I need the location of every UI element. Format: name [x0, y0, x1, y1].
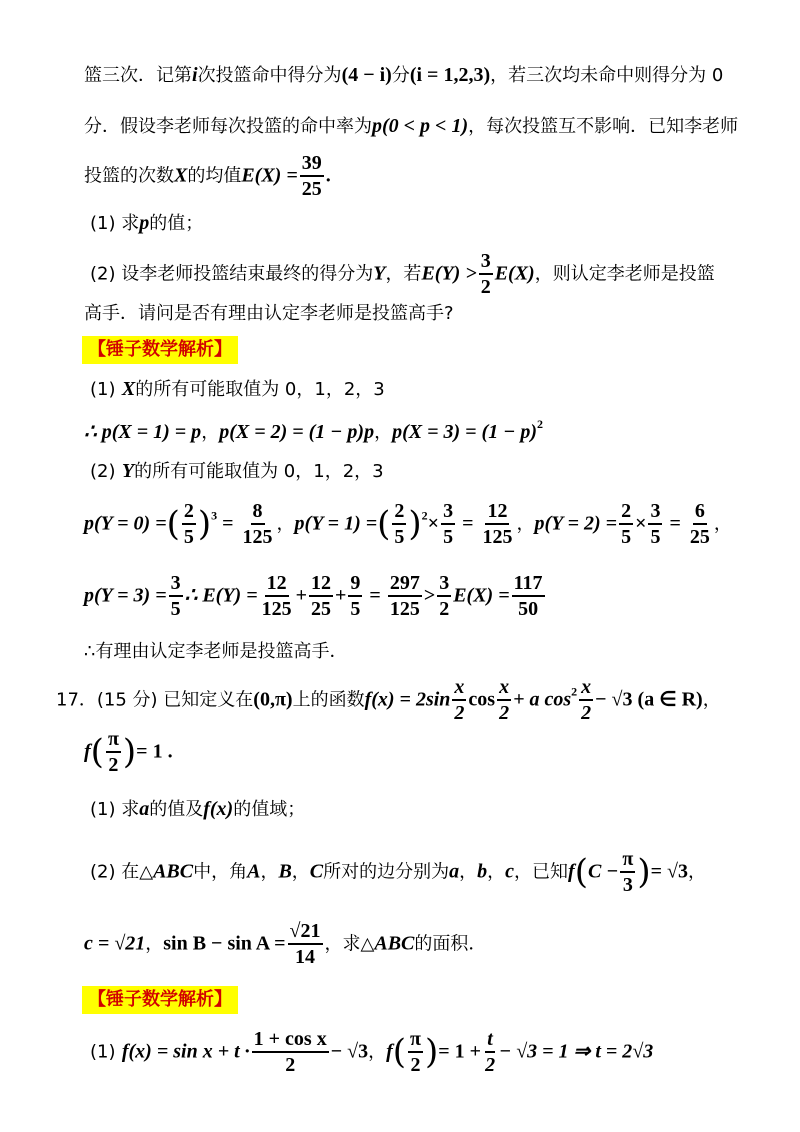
sep: ，: [702, 689, 721, 711]
math-expr: cos: [468, 688, 496, 711]
text: ，若: [385, 263, 422, 285]
problem16-line3: [84, 152, 331, 200]
sep: ，: [368, 1041, 387, 1063]
fraction: [392, 500, 406, 548]
var-Y: Y: [121, 460, 135, 482]
text: 分．假设李老师每次投篮的命中率为: [84, 116, 372, 137]
math-expr: ∴ E(Y) =: [184, 584, 258, 607]
fraction: [300, 152, 324, 200]
var-i: i: [192, 64, 198, 86]
numerator: 1 + cos x: [252, 1028, 329, 1053]
problem17-q2: [90, 848, 706, 896]
numerator: t: [485, 1028, 495, 1053]
fraction: [260, 572, 294, 620]
analysis-tag: 【锤子数学解析】: [82, 336, 238, 364]
sep: ，: [291, 861, 310, 883]
equals: =: [364, 584, 386, 607]
denominator: 125: [389, 598, 420, 620]
math-expr: c = √21: [84, 932, 146, 955]
text: 中，角: [193, 861, 248, 883]
solution16-conclusion: [84, 640, 347, 661]
text: ，求△: [324, 933, 375, 955]
paren-right: ): [197, 504, 212, 544]
fraction: [480, 500, 514, 548]
math-expr: − √3 = 1 ⇒ t = 2√3: [499, 1040, 654, 1063]
numerator: √21: [288, 920, 323, 945]
numerator: 8: [251, 500, 265, 525]
denominator: 2: [454, 702, 465, 724]
denominator: 2: [410, 1054, 421, 1076]
solution16-py-line: [84, 500, 732, 548]
denominator: 2: [439, 598, 450, 620]
problem16-q2: [90, 250, 715, 298]
math-expr: = 1 +: [438, 1040, 482, 1063]
text: ，已知: [514, 861, 569, 883]
text: (1): [90, 1041, 116, 1063]
fraction: [497, 676, 511, 724]
math-expr: (0,π): [253, 688, 293, 711]
math-expr: f(x) = sin x + t ·: [121, 1040, 250, 1063]
fraction: [437, 572, 451, 620]
sep: ，: [201, 422, 220, 443]
denominator: 125: [482, 526, 513, 548]
denominator: 2: [499, 702, 510, 724]
solution16-s1-eq: [84, 418, 543, 442]
analysis-tag: 【锤子数学解析】: [82, 986, 238, 1014]
greater-than: >: [423, 584, 436, 607]
plus: +: [295, 584, 307, 607]
math-expr: C −: [587, 860, 619, 883]
numerator: x: [497, 676, 511, 701]
fraction: [348, 572, 362, 620]
var: C: [309, 860, 324, 883]
denominator: 25: [689, 526, 710, 548]
math-expr: p(0 < p < 1): [372, 115, 469, 137]
solution17-s1: [90, 1028, 653, 1076]
numerator: 12: [309, 572, 333, 597]
math-expr: f: [568, 860, 575, 883]
math-expr: p(Y = 1) =: [294, 512, 378, 535]
math-expr: p(X = 2) = (1 − p)p: [219, 421, 375, 443]
text: 投篮的次数: [84, 165, 174, 187]
numerator: 2: [619, 500, 633, 525]
var: a: [449, 860, 460, 883]
math-expr: = √3: [650, 860, 689, 883]
denominator: 2: [108, 754, 119, 776]
denominator: 2: [285, 1054, 296, 1076]
text: 次投篮命中得分为: [197, 65, 342, 86]
text: 所对的边分别为: [323, 861, 450, 883]
fraction: [479, 250, 493, 298]
fraction: [452, 676, 466, 724]
times: ×: [635, 512, 647, 535]
numerator: 297: [388, 572, 422, 597]
var-X: X: [174, 164, 188, 187]
var: ABC: [153, 860, 194, 883]
paren-right: ): [425, 1032, 439, 1072]
math-expr: − √3 (a ∈ R): [595, 688, 703, 711]
numerator: π: [106, 728, 121, 753]
denominator: 5: [621, 526, 632, 548]
math-expr: (i = 1,2,3): [409, 64, 491, 86]
fraction: [688, 500, 712, 548]
fraction: [182, 500, 196, 548]
text: 的值域；: [233, 799, 306, 820]
numerator: 3: [169, 572, 183, 597]
text: ∴有理由认定李老师是投篮高手．: [84, 641, 348, 662]
sep: ，: [688, 861, 707, 883]
denominator: 5: [650, 526, 661, 548]
math-expr: sin B − sin A =: [163, 932, 286, 955]
problem16-q2-line2: [84, 302, 454, 323]
solution16-s1: [90, 378, 385, 399]
equals: =: [664, 512, 686, 535]
fraction: [241, 500, 275, 548]
fraction: [619, 500, 633, 548]
equals: =: [217, 512, 239, 535]
numerator: 39: [300, 152, 324, 177]
numerator: 3: [648, 500, 662, 525]
text: 17．(15 分) 已知定义在: [56, 689, 254, 711]
text: 的值及: [149, 799, 204, 820]
math-expr: p(Y = 3) =: [84, 584, 167, 607]
numerator: 12: [485, 500, 509, 525]
var-Y: Y: [373, 262, 386, 285]
var-p: p: [139, 212, 150, 234]
numerator: 2: [182, 500, 196, 525]
paren-right: ): [122, 732, 137, 772]
fraction: [483, 1028, 497, 1076]
text: 的值；: [149, 213, 204, 234]
var: c: [505, 860, 515, 883]
plus: +: [335, 584, 347, 607]
paren-left: (: [392, 1032, 407, 1072]
fraction: [309, 572, 333, 620]
fraction: [106, 728, 121, 776]
exponent: 2: [571, 684, 578, 699]
text: (2) 在△: [90, 861, 154, 883]
denominator: 5: [394, 526, 405, 548]
denominator: 2: [480, 276, 491, 298]
text: 上的函数: [292, 689, 365, 711]
text: 的面积．: [414, 933, 487, 955]
denominator: 125: [261, 598, 292, 620]
problem17-line2: [84, 728, 173, 776]
fraction: [648, 500, 662, 548]
numerator: x: [579, 676, 593, 701]
text: (2): [90, 461, 116, 482]
math-expr: E(Y) >: [421, 262, 477, 285]
text: 分: [391, 65, 410, 86]
problem17-line1: [56, 676, 721, 724]
math-expr: f(x) = 2sin: [364, 688, 451, 711]
numerator: 3: [437, 572, 451, 597]
text: (2) 设李老师投篮结束最终的得分为: [90, 263, 374, 285]
text: (1) 求: [90, 799, 140, 820]
text: 的均值: [187, 165, 242, 187]
var: ABC: [374, 932, 415, 955]
problem17-q2-line2: [84, 920, 486, 968]
paren-left: (: [90, 732, 104, 772]
solution16-ey-line: [84, 572, 547, 620]
denominator: 14: [295, 946, 316, 968]
var-a: a: [139, 798, 150, 820]
denominator: 5: [443, 526, 454, 548]
text: 篮三次．记第: [84, 65, 192, 86]
denominator: 25: [311, 598, 331, 620]
exponent: 2: [421, 508, 428, 523]
numerator: 117: [512, 572, 545, 597]
math-expr: p(Y = 0) =: [84, 512, 167, 535]
paren-left: (: [377, 504, 391, 544]
math-expr: ∴ p(X = 1) = p: [84, 421, 202, 443]
sep: ，: [487, 861, 506, 883]
math-expr: p(Y = 2) =: [534, 512, 618, 535]
numerator: π: [408, 1028, 423, 1053]
text: 高手．请问是否有理由认定李老师是投篮高手?: [84, 303, 454, 324]
sep: ，: [374, 422, 393, 443]
text: ，若三次均未命中则得分为 0: [490, 65, 724, 86]
math-expr: (4 − i): [341, 64, 392, 86]
sep: ，: [145, 933, 164, 955]
math-expr: E(X): [494, 262, 535, 285]
numerator: 2: [392, 500, 406, 525]
math-expr: + a cos: [513, 688, 572, 711]
text: 的所有可能取值为 0，1，2，3: [134, 461, 384, 482]
paren-left: (: [574, 852, 588, 892]
fraction: [169, 572, 183, 620]
numerator: 3: [441, 500, 455, 525]
paren-right: ): [637, 852, 651, 892]
fraction: [441, 500, 455, 548]
sep: ，: [260, 861, 279, 883]
math-expr: = 1 .: [136, 740, 173, 763]
math-expr: E(X) =: [453, 584, 510, 607]
fraction: [388, 572, 422, 620]
period: .: [325, 164, 331, 187]
denominator: 5: [170, 598, 181, 620]
denominator: 2: [485, 1054, 496, 1076]
denominator: 2: [581, 702, 592, 724]
exponent: 3: [211, 508, 218, 523]
numerator: 12: [265, 572, 289, 597]
var: A: [247, 860, 261, 883]
var-X: X: [121, 378, 136, 400]
text: ，则认定李老师是投篮: [534, 263, 715, 285]
numerator: x: [452, 676, 466, 701]
sep: ，: [713, 513, 732, 535]
text: 的所有可能取值为 0，1，2，3: [135, 379, 385, 400]
denominator: 5: [350, 598, 361, 620]
paren-right: ): [408, 504, 422, 544]
problem16-line1: [84, 64, 723, 85]
numerator: 9: [348, 572, 362, 597]
var: B: [278, 860, 292, 883]
fraction: [620, 848, 635, 896]
text: ，每次投篮互不影响．已知李老师: [468, 116, 739, 137]
var: b: [477, 860, 488, 883]
problem16-q1: [90, 212, 203, 233]
sep: ，: [276, 513, 295, 535]
equals: =: [457, 512, 479, 535]
denominator: 50: [518, 598, 539, 620]
fraction: [579, 676, 593, 724]
times: ×: [427, 512, 440, 535]
math-expr: p(X = 3) = (1 − p): [392, 421, 537, 443]
denominator: 125: [242, 526, 273, 548]
text: (1) 求: [90, 213, 140, 234]
solution16-s2: [90, 460, 384, 481]
numerator: π: [620, 848, 635, 873]
math-expr: E(X) =: [241, 164, 298, 187]
fraction: [252, 1028, 329, 1076]
numerator: 6: [693, 500, 707, 525]
problem16-line2: [84, 115, 738, 136]
fraction: [512, 572, 545, 620]
math-expr: f: [84, 740, 91, 763]
problem17-q1: [90, 798, 305, 819]
numerator: 3: [479, 250, 493, 275]
sep: ，: [516, 513, 535, 535]
text: (1): [90, 379, 116, 400]
math-expr: − √3: [330, 1040, 369, 1063]
paren-left: (: [166, 504, 180, 544]
math-expr: f: [386, 1040, 393, 1063]
sep: ，: [459, 861, 478, 883]
math-expr: f(x): [203, 798, 234, 820]
denominator: 5: [183, 526, 194, 548]
denominator: 25: [301, 178, 322, 200]
fraction: [288, 920, 323, 968]
fraction: [408, 1028, 423, 1076]
denominator: 3: [622, 874, 633, 896]
exponent: 2: [537, 417, 543, 431]
